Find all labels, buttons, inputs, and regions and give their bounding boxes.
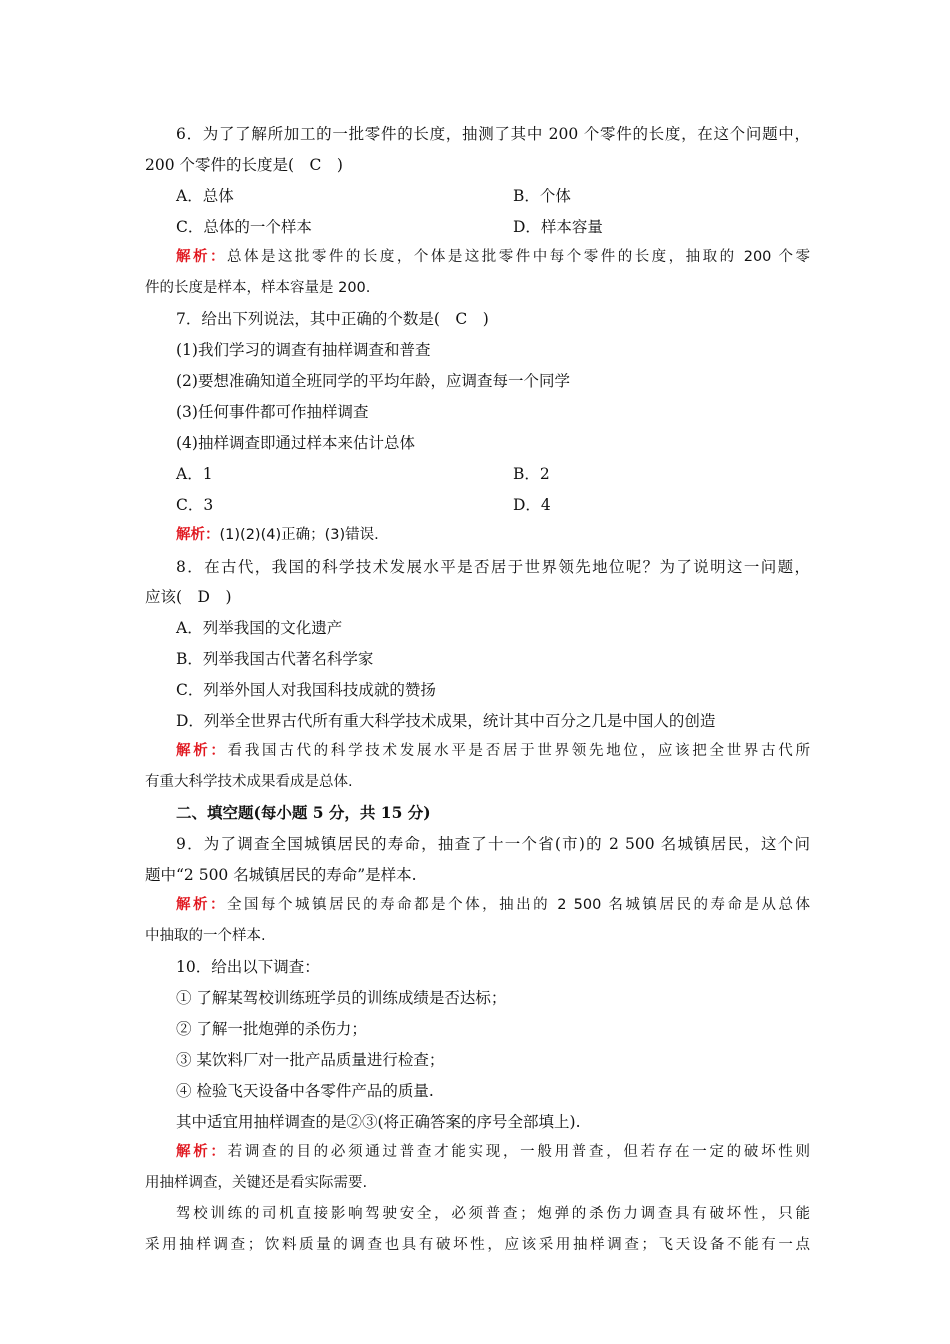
q7-statement-3: (3)任何事件都可作抽样调查 bbox=[176, 403, 369, 421]
q6-option-c: C．总体的一个样本 bbox=[176, 218, 312, 236]
q9-explanation-line1 bbox=[176, 894, 810, 916]
q9-explanation-label: 解析： bbox=[176, 897, 228, 913]
q9-explanation-text: 全国每个城镇居民的寿命都是个体，抽出的 2 500 名城镇居民的寿命是从总体 bbox=[227, 897, 811, 913]
q6-stem-line1: 6．为了了解所加工的一批零件的长度，抽测了其中 200 个零件的长度，在这个问题中， bbox=[176, 125, 810, 143]
q7-option-a: A．1 bbox=[176, 465, 213, 483]
q10-item-3: ③ 某饮料厂对一批产品质量进行检查； bbox=[176, 1051, 445, 1069]
q7-explanation-label: 解析： bbox=[176, 527, 220, 543]
q10-stem: 10．给出以下调查： bbox=[176, 958, 320, 976]
q8-explanation-line1 bbox=[176, 740, 810, 762]
q6-option-a: A．总体 bbox=[176, 187, 234, 205]
q7-statement-1: (1)我们学习的调查有抽样调查和普查 bbox=[176, 341, 431, 359]
q6-stem-line2: 200 个零件的长度是( C ) bbox=[145, 156, 343, 174]
q8-stem-line2: 应该( D ) bbox=[145, 588, 232, 606]
q10-item-2: ② 了解一批炮弹的杀伤力； bbox=[176, 1020, 367, 1038]
q8-explanation-label: 解析： bbox=[176, 743, 228, 759]
q8-stem-line1: 8．在古代，我国的科学技术发展水平是否居于世界领先地位呢？为了说明这一问题， bbox=[176, 558, 810, 576]
q8-explanation-text: 看我国古代的科学技术发展水平是否居于世界领先地位，应该把全世界古代所 bbox=[227, 743, 810, 759]
q10-explanation-text: 若调查的目的必须通过普查才能实现，一般用普查，但若存在一定的破坏性则 bbox=[227, 1144, 810, 1160]
q6-explanation-label: 解析： bbox=[176, 249, 227, 265]
q7-explanation bbox=[176, 524, 379, 546]
q10-explanation-label: 解析： bbox=[176, 1144, 228, 1160]
q10-answer: 其中适宜用抽样调查的是②③(将正确答案的序号全部填上). bbox=[176, 1113, 581, 1131]
document-page bbox=[145, 0, 810, 1344]
q7-statement-4: (4)抽样调查即通过样本来估计总体 bbox=[176, 434, 415, 452]
q10-item-1: ① 了解某驾校训练班学员的训练成绩是否达标； bbox=[176, 989, 507, 1007]
q8-option-b: B．列举我国古代著名科学家 bbox=[176, 650, 374, 668]
q10-explanation-line2: 用抽样调查，关键还是看实际需要. bbox=[145, 1175, 368, 1191]
q8-option-d: D．列举全世界古代所有重大科学技术成果，统计其中百分之几是中国人的创造 bbox=[176, 712, 716, 730]
q6-option-d: D．样本容量 bbox=[513, 218, 603, 236]
q7-option-d: D．4 bbox=[513, 496, 551, 514]
q7-statement-2: (2)要想准确知道全班同学的平均年龄，应调查每一个同学 bbox=[176, 372, 570, 390]
q10-explanation-line4: 采用抽样调查；饮料质量的调查也具有破坏性，应该采用抽样调查；飞天设备不能有一点 bbox=[145, 1237, 810, 1253]
q7-stem: 7．给出下列说法，其中正确的个数是( C ) bbox=[176, 310, 489, 328]
q7-explanation-text: (1)(2)(4)正确；(3)错误. bbox=[219, 527, 379, 543]
q10-item-4: ④ 检验飞天设备中各零件产品的质量. bbox=[176, 1082, 434, 1100]
section-heading: 二、填空题(每小题 5 分，共 15 分) bbox=[176, 803, 431, 822]
q10-explanation-line1 bbox=[176, 1141, 810, 1163]
q6-option-b: B．个体 bbox=[513, 187, 571, 205]
q9-stem-line1: 9．为了调查全国城镇居民的寿命，抽查了十一个省(市)的 2 500 名城镇居民，这个问 bbox=[176, 835, 810, 853]
q10-explanation-line3: 驾校训练的司机直接影响驾驶安全，必须普查；炮弹的杀伤力调查具有破坏性，只能 bbox=[176, 1206, 810, 1222]
q9-explanation-line2: 中抽取的一个样本. bbox=[145, 928, 266, 944]
q7-option-c: C．3 bbox=[176, 496, 214, 514]
q6-explanation-line1 bbox=[176, 246, 810, 268]
q8-option-a: A．列举我国的文化遗产 bbox=[176, 619, 343, 637]
q8-option-c: C．列举外国人对我国科技成就的赞扬 bbox=[176, 681, 436, 699]
q9-stem-line2: 题中“2 500 名城镇居民的寿命”是样本. bbox=[145, 866, 417, 884]
q8-explanation-line2: 有重大科学技术成果看成是总体. bbox=[145, 774, 353, 790]
q6-explanation-text: 总体是这批零件的长度，个体是这批零件中每个零件的长度，抽取的 200 个零 bbox=[226, 249, 810, 265]
q7-option-b: B．2 bbox=[513, 465, 550, 483]
q6-explanation-line2: 件的长度是样本，样本容量是 200. bbox=[145, 280, 371, 296]
